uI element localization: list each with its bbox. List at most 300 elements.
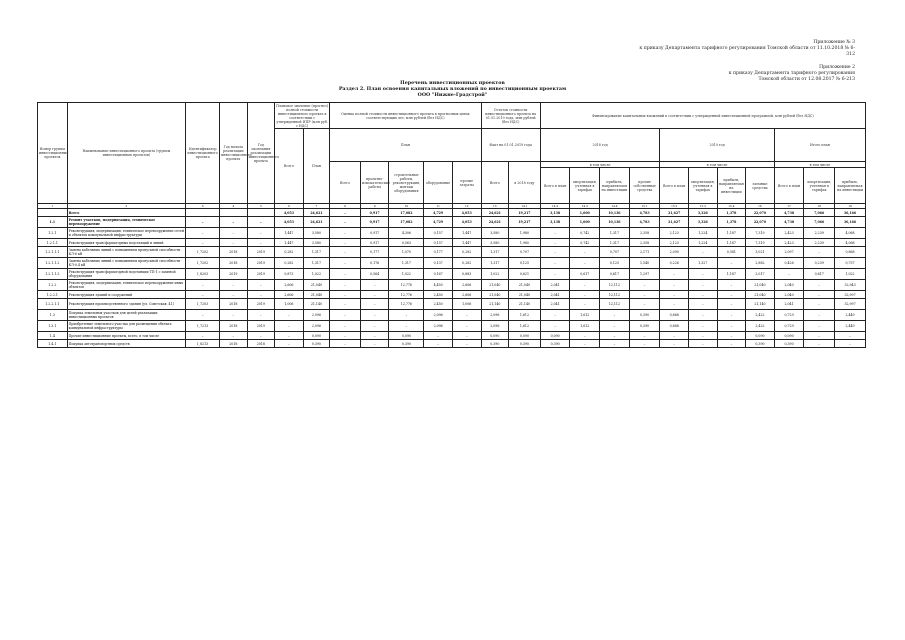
- document-title: [0, 80, 905, 98]
- col-estimate-plan: План: [303, 129, 329, 204]
- column-number: 12: [452, 204, 481, 209]
- col-num-header: Номер группы инвестиционных проектов: [38, 103, 68, 204]
- value-cell: 0,581: [717, 247, 746, 258]
- value-cell: 2,449: [835, 310, 866, 321]
- year-start: [220, 209, 248, 217]
- value-cell: 0,917: [360, 217, 389, 228]
- value-cell: 3,138: [540, 209, 570, 217]
- value-cell: –: [570, 291, 600, 299]
- value-cell: 2,239: [804, 228, 835, 239]
- value-cell: 2,606: [452, 291, 481, 299]
- year-end: –: [247, 217, 275, 228]
- column-number: 15.2: [660, 204, 689, 209]
- value-cell: –: [570, 258, 600, 269]
- value-cell: 1,187: [717, 269, 746, 280]
- value-cell: –: [540, 239, 570, 247]
- value-cell: 1,327: [689, 258, 718, 269]
- value-cell: 1,447: [452, 228, 481, 239]
- col-actual-group-header: Оценка полной стоимости инвестиционного проекта в прогнозных ценах соответствующих лет, млн рублей (без НДС): [330, 103, 481, 129]
- value-cell: 0,090: [746, 332, 775, 340]
- year-start: 2018: [220, 299, 248, 310]
- year-start: 2019: [220, 269, 248, 280]
- col-name-header: Наименование инвестиционного проекта (группы инвестиционных проектов): [67, 103, 186, 204]
- project-id: –: [186, 217, 220, 228]
- value-cell: –: [570, 299, 600, 310]
- value-cell: 21,040: [746, 280, 775, 291]
- value-cell: 0,090: [389, 332, 424, 340]
- value-cell: –: [452, 321, 481, 332]
- value-cell: 0,917: [360, 228, 389, 239]
- value-cell: 2,123: [660, 228, 689, 239]
- value-cell: 0,729: [774, 321, 804, 332]
- value-cell: 0,883: [452, 269, 481, 280]
- value-cell: 21,627: [660, 217, 689, 228]
- table-row: [38, 217, 866, 228]
- value-cell: 1,297: [629, 269, 660, 280]
- value-cell: –: [600, 332, 630, 340]
- column-number: 9: [360, 204, 389, 209]
- year-end: 2019: [247, 247, 275, 258]
- value-cell: 1,317: [303, 247, 329, 258]
- value-cell: 2,096: [424, 310, 453, 321]
- value-cell: –: [360, 321, 389, 332]
- year-start: –: [220, 228, 248, 239]
- value-cell: 12,776: [389, 299, 424, 310]
- col-f-total-3: Всего в план: [774, 168, 804, 204]
- value-cell: 21,040: [509, 291, 541, 299]
- col-f-total-1: Всего в план: [540, 168, 570, 204]
- column-number: 11: [424, 204, 453, 209]
- value-cell: 0,282: [275, 258, 304, 269]
- appendix-header: [635, 40, 855, 83]
- value-cell: –: [660, 340, 689, 348]
- value-cell: 1,317: [600, 228, 630, 239]
- column-number: 2: [67, 204, 186, 209]
- value-cell: 24,621: [481, 217, 509, 228]
- value-cell: 4,738: [774, 209, 804, 217]
- row-number: 1.3.1: [38, 321, 68, 332]
- value-cell: 1,022: [481, 269, 509, 280]
- value-cell: –: [330, 291, 361, 299]
- value-cell: –: [452, 340, 481, 348]
- project-id: –: [186, 332, 220, 340]
- col-fact-2018: в 2018 году: [509, 162, 541, 204]
- appendix-top-sub: к приказу Департамента тарифного регулирования Томской области от 11.10.2018 № 6-312: [639, 46, 855, 58]
- value-cell: –: [330, 269, 361, 280]
- value-cell: 0,090: [540, 332, 570, 340]
- value-cell: –: [689, 299, 718, 310]
- value-cell: 0,157: [424, 239, 453, 247]
- value-cell: 2,423: [774, 228, 804, 239]
- column-number: 13: [481, 204, 509, 209]
- year-start: –: [220, 332, 248, 340]
- value-cell: 12,112: [600, 291, 630, 299]
- value-cell: 12,112: [600, 280, 630, 291]
- value-cell: –: [570, 247, 600, 258]
- project-id: I_7203: [186, 299, 220, 310]
- value-cell: 0,390: [774, 340, 804, 348]
- col-id-header: Идентификатор инвестиционного проекта: [186, 103, 220, 204]
- value-cell: 0,757: [835, 258, 866, 269]
- value-cell: –: [774, 269, 804, 280]
- value-cell: 21,040: [481, 280, 509, 291]
- value-cell: –: [689, 332, 718, 340]
- value-cell: –: [717, 310, 746, 321]
- value-cell: 2,358: [629, 228, 660, 239]
- value-cell: 2,606: [452, 280, 481, 291]
- value-cell: 10,136: [600, 209, 630, 217]
- value-cell: 3,580: [303, 239, 329, 247]
- value-cell: –: [804, 247, 835, 258]
- value-cell: –: [540, 321, 570, 332]
- value-cell: 1,600: [570, 209, 600, 217]
- project-id: [186, 209, 220, 217]
- col-sub-total: Всего: [330, 162, 361, 204]
- value-cell: –: [717, 340, 746, 348]
- row-number: 1.2.1.1.1: [38, 247, 68, 258]
- value-cell: 21,040: [303, 280, 329, 291]
- value-cell: 2,449: [835, 321, 866, 332]
- value-cell: –: [689, 321, 718, 332]
- year-end: 2019: [247, 269, 275, 280]
- col-estimate-header: Плановое значение (прогноз) полной стоимости инвестиционного проекта в соответствии с утвержденной ИПР (млн руб. с НДС): [276, 103, 329, 128]
- value-cell: 4,738: [774, 217, 804, 228]
- value-cell: 2,096: [303, 321, 329, 332]
- value-cell: –: [660, 299, 689, 310]
- value-cell: 0,167: [424, 269, 453, 280]
- col-fact-total: Всего: [481, 162, 509, 204]
- table-body: [38, 204, 866, 348]
- value-cell: –: [360, 299, 389, 310]
- col-inyear-1: в том числе: [540, 162, 660, 168]
- value-cell: 2,041: [540, 280, 570, 291]
- col-f-borrow-2: заемные средства: [746, 168, 775, 204]
- col-f-profit-3: прибыль, направляемая на инвестиции: [835, 168, 866, 204]
- value-cell: –: [330, 310, 361, 321]
- table-row: [38, 247, 866, 258]
- value-cell: –: [330, 280, 361, 291]
- value-cell: –: [570, 280, 600, 291]
- value-cell: 0,617: [804, 269, 835, 280]
- value-cell: 0,617: [570, 269, 600, 280]
- value-cell: 4,729: [424, 217, 453, 228]
- value-cell: 2,096: [481, 310, 509, 321]
- value-cell: 2,041: [540, 291, 570, 299]
- project-name: Ремонт участков, модернизация, техническое перевооружение: [67, 217, 186, 228]
- value-cell: 2,041: [540, 299, 570, 310]
- value-cell: 21,040: [303, 291, 329, 299]
- value-cell: –: [689, 310, 718, 321]
- value-cell: –: [424, 340, 453, 348]
- row-number: [38, 209, 68, 217]
- project-id: I_8203: [186, 269, 220, 280]
- value-cell: 1,022: [835, 269, 866, 280]
- value-cell: 2,423: [774, 239, 804, 247]
- value-cell: 7,066: [804, 209, 835, 217]
- value-cell: –: [570, 340, 600, 348]
- value-cell: –: [360, 340, 389, 348]
- table-row: [38, 269, 866, 280]
- value-cell: 1,447: [452, 239, 481, 247]
- col-f-profit-2: прибыль, направляемая на инвестиции: [717, 168, 746, 204]
- column-number: 14.2: [540, 204, 570, 209]
- value-cell: 4,053: [452, 209, 481, 217]
- project-id: –: [186, 280, 220, 291]
- value-cell: 1,317: [481, 258, 509, 269]
- value-cell: –: [689, 291, 718, 299]
- project-id: –: [186, 239, 220, 247]
- column-number: 5: [247, 204, 275, 209]
- year-start: 2018: [220, 247, 248, 258]
- col-year-total: Итого план: [774, 129, 865, 162]
- value-cell: –: [330, 247, 361, 258]
- project-id: –: [186, 310, 220, 321]
- project-name: Реконструкция, модернизация, техническое перевооружение сетей и объектов коммунальной инфраструктуры: [68, 229, 184, 237]
- value-cell: 2,017: [746, 269, 775, 280]
- value-cell: 2,450: [424, 291, 453, 299]
- value-cell: 0,390: [746, 340, 775, 348]
- column-number: 14.4: [600, 204, 630, 209]
- value-cell: 0,390: [389, 340, 424, 348]
- value-cell: 3,580: [481, 228, 509, 239]
- row-number: 1.2.1.1.2: [38, 258, 68, 269]
- value-cell: 21,040: [481, 291, 509, 299]
- value-cell: 1,224: [689, 228, 718, 239]
- year-start: 2018: [220, 258, 248, 269]
- value-cell: 24,621: [481, 209, 509, 217]
- row-number: 1.2.2.1.1: [38, 299, 68, 310]
- row-number: 1.2.1.1: [38, 239, 68, 247]
- value-cell: –: [717, 299, 746, 310]
- value-cell: –: [804, 310, 835, 321]
- value-cell: –: [835, 340, 866, 348]
- value-cell: –: [330, 299, 361, 310]
- value-cell: –: [600, 310, 630, 321]
- value-cell: 24,621: [303, 217, 329, 228]
- column-number: 18: [804, 204, 835, 209]
- value-cell: 2,041: [774, 299, 804, 310]
- table-row: [38, 299, 866, 310]
- value-cell: 2,606: [275, 291, 304, 299]
- value-cell: 21,040: [509, 280, 541, 291]
- value-cell: 0,563: [389, 239, 424, 247]
- value-cell: 1,612: [570, 310, 600, 321]
- value-cell: 3,580: [303, 228, 329, 239]
- value-cell: 32,997: [835, 299, 866, 310]
- value-cell: 12,776: [389, 280, 424, 291]
- project-name: Реконструкция производственного здания (ул. Советская, 41): [67, 299, 186, 310]
- value-cell: –: [330, 228, 361, 239]
- value-cell: 12,776: [389, 291, 424, 299]
- table-row: [38, 310, 866, 321]
- column-number: 15.4: [717, 204, 746, 209]
- value-cell: 4,783: [629, 217, 660, 228]
- value-cell: 0,239: [804, 258, 835, 269]
- year-start: 2018: [220, 321, 248, 332]
- value-cell: –: [330, 217, 361, 228]
- value-cell: –: [629, 291, 660, 299]
- project-id: –: [186, 228, 220, 239]
- value-cell: 10,136: [600, 217, 630, 228]
- value-cell: 7,319: [746, 228, 775, 239]
- value-cell: –: [452, 332, 481, 340]
- value-cell: –: [660, 332, 689, 340]
- investment-table: [37, 102, 866, 348]
- value-cell: 0,873: [275, 269, 304, 280]
- value-cell: 2,090: [660, 247, 689, 258]
- table-row: [38, 340, 866, 348]
- value-cell: 0,090: [303, 332, 329, 340]
- value-cell: –: [389, 310, 424, 321]
- value-cell: 2,450: [424, 299, 453, 310]
- year-end: –: [247, 239, 275, 247]
- value-cell: –: [804, 280, 835, 291]
- value-cell: –: [660, 291, 689, 299]
- value-cell: 1,447: [275, 228, 304, 239]
- value-cell: 3,326: [689, 217, 718, 228]
- value-cell: 2,171: [629, 247, 660, 258]
- value-cell: 2,097: [774, 247, 804, 258]
- col-plan-label: План: [330, 129, 481, 162]
- value-cell: –: [389, 321, 424, 332]
- value-cell: –: [275, 321, 304, 332]
- value-cell: 1,317: [600, 239, 630, 247]
- row-number: 1.2.2.1: [38, 291, 68, 299]
- table-row: [38, 291, 866, 299]
- column-number: 8: [330, 204, 361, 209]
- value-cell: 0,125: [509, 258, 541, 269]
- project-name: Приобретение земельного участка для размещения объекта коммунальной инфраструктуры: [67, 321, 186, 332]
- value-cell: –: [717, 332, 746, 340]
- project-id: –: [186, 291, 220, 299]
- value-cell: 2,422: [746, 310, 775, 321]
- value-cell: 1,378: [717, 209, 746, 217]
- value-cell: 1,612: [570, 321, 600, 332]
- value-cell: 0,125: [600, 258, 630, 269]
- value-cell: –: [717, 321, 746, 332]
- value-cell: 0,090: [774, 332, 804, 340]
- value-cell: 4,053: [275, 217, 304, 228]
- value-cell: 0,226: [660, 258, 689, 269]
- value-cell: 0,617: [600, 269, 630, 280]
- value-cell: 0,177: [360, 247, 389, 258]
- col-funding-group-header: Финансирование капитальных вложений в соответствии с утвержденной инвестиционной программой, млн рублей (без НДС): [540, 103, 865, 129]
- value-cell: 22,070: [746, 217, 775, 228]
- table-row: [38, 280, 866, 291]
- value-cell: –: [275, 340, 304, 348]
- value-cell: 21,140: [481, 299, 509, 310]
- value-cell: 22,070: [746, 209, 775, 217]
- value-cell: –: [330, 321, 361, 332]
- value-cell: –: [629, 332, 660, 340]
- project-name: Всего: [67, 209, 186, 217]
- year-end: –: [247, 310, 275, 321]
- value-cell: 4,783: [629, 209, 660, 217]
- value-cell: –: [330, 209, 361, 217]
- project-name: Реконструкция трансформаторных подстанций и линий: [67, 239, 186, 247]
- value-cell: 1,187: [717, 228, 746, 239]
- col-f-other-1: прочие собственные средства: [629, 168, 660, 204]
- column-number: 3: [186, 204, 220, 209]
- value-cell: 2,606: [275, 280, 304, 291]
- col-year-start-header: Год начала реализации инвестиционного проекта: [220, 103, 248, 204]
- value-cell: 21,040: [746, 291, 775, 299]
- value-cell: 4,068: [835, 239, 866, 247]
- value-cell: –: [540, 258, 570, 269]
- year-end: –: [247, 280, 275, 291]
- project-name: Реконструкция, модернизация, техническое перевооружение иных объектов: [67, 280, 186, 291]
- value-cell: –: [689, 269, 718, 280]
- project-id: I_8213: [186, 340, 220, 348]
- value-cell: –: [717, 280, 746, 291]
- col-year-end-header: Год окончания реализации инвестиционного проекта: [247, 103, 275, 204]
- value-cell: –: [717, 291, 746, 299]
- year-end: –: [247, 332, 275, 340]
- value-cell: 0,177: [424, 247, 453, 258]
- appendix-sub1: к приказу Департамента тарифного регулирования: [728, 70, 855, 76]
- value-cell: 0,621: [509, 269, 541, 280]
- column-number: 15.3: [689, 204, 718, 209]
- col-sub-other: прочие затраты: [452, 162, 481, 204]
- value-cell: 2,096: [424, 321, 453, 332]
- column-number: 17: [774, 204, 804, 209]
- col-f-own-3: амортизация, учтенная в тарифах: [804, 168, 835, 204]
- value-cell: –: [360, 332, 389, 340]
- value-cell: 1,317: [389, 258, 424, 269]
- value-cell: –: [804, 291, 835, 299]
- value-cell: –: [600, 340, 630, 348]
- value-cell: 3,138: [540, 217, 570, 228]
- table-row: [38, 239, 866, 247]
- value-cell: 1,612: [509, 310, 541, 321]
- year-end: 2019: [247, 258, 275, 269]
- value-cell: –: [540, 310, 570, 321]
- value-cell: 0,707: [600, 247, 630, 258]
- value-cell: 1,022: [389, 269, 424, 280]
- col-f-total-2: Всего в план: [660, 168, 689, 204]
- row-number: 1.2.1.1.3: [38, 269, 68, 280]
- value-cell: 2,239: [804, 239, 835, 247]
- value-cell: 1,224: [689, 239, 718, 247]
- row-number: 1.4: [38, 332, 68, 340]
- value-cell: 1,612: [509, 321, 541, 332]
- value-cell: 1,980: [509, 239, 541, 247]
- title-line-1: Перечень инвестиционных проектов: [400, 80, 505, 86]
- col-inyear-2: в том числе: [660, 162, 774, 168]
- value-cell: 0,390: [303, 340, 329, 348]
- value-cell: 1,022: [303, 269, 329, 280]
- row-number: 1.2.1: [38, 228, 68, 239]
- value-cell: 32,943: [835, 280, 866, 291]
- value-cell: 0,707: [509, 247, 541, 258]
- value-cell: 0,729: [774, 310, 804, 321]
- value-cell: 3,021: [746, 247, 775, 258]
- value-cell: 0,282: [275, 247, 304, 258]
- value-cell: 2,040: [774, 291, 804, 299]
- value-cell: 4,306: [389, 228, 424, 239]
- value-cell: –: [360, 280, 389, 291]
- value-cell: 0,742: [570, 228, 600, 239]
- project-name: Замена кабельных линий с повышением пропускной способности КЛ-0,4 кВ: [67, 258, 186, 269]
- value-cell: 2,123: [660, 239, 689, 247]
- year-start: –: [220, 310, 248, 321]
- value-cell: 36,166: [835, 209, 866, 217]
- value-cell: 0,090: [481, 332, 509, 340]
- value-cell: 1,378: [717, 217, 746, 228]
- project-name: Прочие инвестиционные проекты, всего, в том числе: [67, 332, 186, 340]
- value-cell: –: [689, 280, 718, 291]
- value-cell: –: [330, 239, 361, 247]
